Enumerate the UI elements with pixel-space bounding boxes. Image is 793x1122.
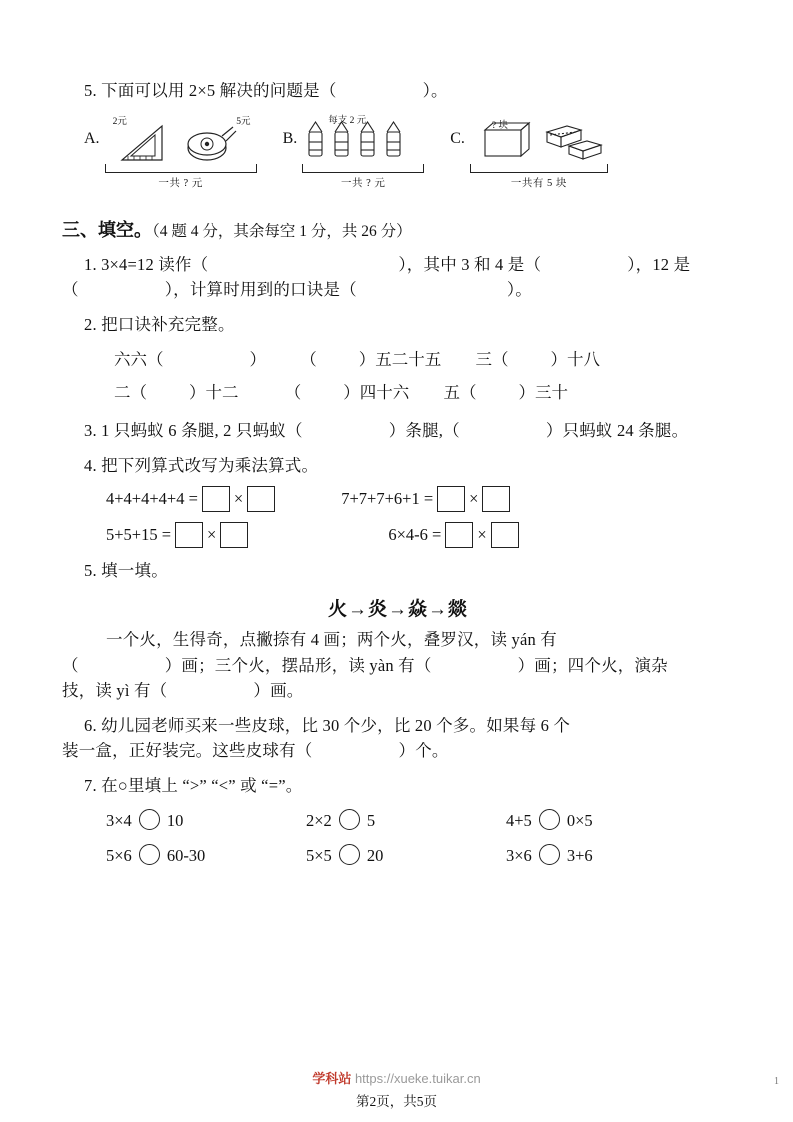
pen-icon [309, 122, 322, 156]
fire-character-chain: 火→炎→焱→燚 [327, 598, 468, 620]
answer-circle[interactable] [339, 809, 360, 830]
comparison-6-left: 3×6 [506, 845, 532, 865]
choice-c-letter: C. [450, 129, 465, 147]
equation-1 [106, 486, 279, 512]
choice-c-picture [470, 114, 608, 190]
ruler-triangle-icon [106, 116, 256, 162]
choice-c-caption: 一共有 5 块 [510, 177, 567, 189]
kou-r2-c6: ）三十 [518, 383, 568, 403]
equation-2-op: × [469, 489, 479, 509]
comparison-rows [62, 804, 734, 873]
q5b-part-e: ）画。 [253, 681, 304, 701]
choice-a-letter: A. [84, 129, 100, 147]
fill-question-1-cont [62, 277, 734, 303]
q6-part-a: 装一盒，正好装完。这些皮球有（ [62, 741, 313, 761]
kou-r2-c5: 五（ [443, 383, 477, 403]
comparison-4-left: 5×6 [106, 845, 132, 865]
pen-icon [361, 122, 374, 156]
comparison-3-right: 0×5 [566, 811, 593, 831]
fill-question-5-title: 5. 填一填。 [84, 561, 168, 581]
comparison-6-right: 3+6 [566, 845, 593, 865]
watermark-brand: 学科站 [312, 1071, 352, 1086]
comparison-5-right: 20 [366, 845, 384, 865]
question-5-text-before: 5. 下面可以用 2×5 解决的问题是（ [84, 81, 337, 100]
equation-1-left: 4+4+4+4+4 = [106, 489, 198, 509]
choice-b-caption: 一共 ? 元 [341, 177, 386, 189]
answer-box[interactable] [202, 486, 230, 512]
choice-c[interactable] [450, 114, 608, 190]
watermark [0, 1068, 793, 1087]
kou-r1-c2: ） [249, 350, 266, 370]
fill-question-5-line3 [62, 678, 734, 704]
kou-r2-c3: （ [284, 383, 302, 403]
answer-box[interactable] [220, 522, 248, 548]
answer-circle[interactable] [539, 809, 560, 830]
section-3-title: 三、填空。 [62, 219, 152, 240]
q5b-part-c: ）画；四个火，演杂 [517, 655, 668, 675]
answer-box[interactable] [247, 486, 275, 512]
kou-r1-c6: ）十八 [550, 350, 600, 370]
choice-c-label: ? 块 [491, 120, 508, 131]
comparison-row-2 [106, 839, 734, 874]
equation-4-left: 6×4-6 = [388, 525, 442, 545]
question-5-choices [62, 114, 734, 190]
q5b-part-d: 技，读 yì 有（ [62, 681, 168, 701]
fill-question-6-line1: 6. 幼儿园老师买来一些皮球，比 30 个少，比 20 个多。如果每 6 个 [84, 715, 571, 735]
comparison-3-left: 4+5 [506, 811, 532, 831]
kou-r2-c2: ）十二 [189, 383, 239, 403]
answer-circle[interactable] [139, 844, 160, 865]
section-3-note: （4 题 4 分，其余每空 1 分，共 26 分） [152, 222, 412, 240]
comparison-6 [506, 839, 706, 874]
answer-box[interactable] [437, 486, 465, 512]
corner-mark: 1 [774, 1076, 779, 1087]
equation-2-left: 7+7+7+6+1 = [341, 489, 434, 509]
equation-3-op: × [207, 525, 217, 545]
comparison-3 [506, 804, 706, 839]
equation-row-1 [106, 486, 734, 512]
comparison-1-right: 10 [166, 811, 184, 831]
pen-icon [387, 122, 400, 156]
answer-circle[interactable] [539, 844, 560, 865]
fill-question-3 [62, 418, 734, 444]
choice-a[interactable] [84, 114, 257, 190]
equation-2 [341, 486, 514, 512]
q1-part-1: 1. 3×4=12 读作（ [84, 254, 209, 274]
fill-question-2-title: 2. 把口诀补充完整。 [84, 314, 235, 334]
fill-question-6-line2 [62, 738, 734, 764]
equation-4 [388, 522, 522, 548]
choice-b-picture [302, 114, 424, 190]
answer-circle[interactable] [139, 809, 160, 830]
kou-r2-c1: 二（ [114, 383, 147, 403]
q5b-part-a: （ [62, 655, 79, 675]
comparison-2-right: 5 [366, 811, 376, 831]
comparison-2 [306, 804, 506, 839]
comparison-row-1 [106, 804, 734, 839]
q5b-part-b: ）画；三个火，摆品形，读 yàn 有（ [164, 655, 432, 675]
choice-b[interactable] [283, 114, 425, 190]
comparison-4-right: 60-30 [166, 845, 206, 865]
choice-a-caption: 一共 ? 元 [158, 177, 203, 189]
answer-box[interactable] [445, 522, 473, 548]
eraser-icon [569, 141, 601, 159]
choice-b-letter: B. [282, 129, 298, 147]
kou-r1-c1: 六六（ [114, 350, 164, 370]
kou-r1-c3: （ [300, 350, 317, 370]
choice-a-brace [105, 164, 257, 173]
choice-a-price-1: 2元 [112, 116, 127, 127]
q1-part-5: ），计算时用到的口诀是（ [164, 280, 357, 300]
fill-question-7-title: 7. 在○里填上 “>” “<” 或 “=”。 [84, 775, 303, 795]
comparison-5 [306, 839, 506, 874]
fill-question-4-rows [62, 486, 734, 548]
pen-icon [335, 122, 348, 156]
answer-box[interactable] [175, 522, 203, 548]
choice-a-price-2: 5元 [236, 116, 251, 127]
equation-3 [106, 522, 252, 548]
kou-r1-c4: ）五二十五 [358, 350, 442, 370]
q1-part-3: ），12 是 [627, 254, 691, 274]
kou-r2-c4: ）四十六 [343, 383, 410, 403]
question-5-stem [62, 78, 734, 104]
q1-part-2: ），其中 3 和 4 是（ [398, 254, 542, 274]
answer-circle[interactable] [339, 844, 360, 865]
equation-1-op: × [233, 489, 244, 509]
equation-3-left: 5+5+15 = [106, 525, 172, 545]
comparison-5-left: 5×5 [306, 845, 332, 865]
choice-b-brace [302, 164, 424, 173]
kou-row-1 [114, 343, 734, 376]
q6-part-b: ）个。 [398, 741, 449, 761]
fill-question-5-line1: 一个火，生得奇，点撇捺有 4 画；两个火，叠罗汉，读 yán 有 [106, 629, 557, 649]
fill-question-4-title: 4. 把下列算式改写为乘法算式。 [84, 455, 319, 475]
choice-a-picture [105, 114, 257, 190]
question-5-text-after: ）。 [422, 81, 448, 100]
comparison-1-left: 3×4 [106, 811, 132, 831]
section-3-heading [62, 216, 734, 242]
answer-box[interactable] [482, 486, 510, 512]
comparison-4 [106, 839, 306, 874]
choice-c-brace [470, 164, 608, 173]
fill-question-2-grid [62, 343, 734, 409]
equation-4-op: × [477, 525, 487, 545]
page-content [62, 78, 734, 874]
fill-question-5-line2 [62, 653, 734, 679]
choice-b-price: 每支 2 元 [328, 115, 367, 126]
watermark-url: https://xueke.tuikar.cn [354, 1071, 481, 1086]
q1-part-4: （ [62, 280, 79, 300]
q3-part-2: ）条腿,（ [388, 421, 460, 441]
q3-part-1: 3. 1 只蚂蚁 6 条腿, 2 只蚂蚁（ [84, 421, 303, 441]
pencil-sharpener-icon [188, 127, 236, 160]
page-footer: 第2页，共5页 [356, 1094, 437, 1109]
fill-question-1 [62, 252, 734, 278]
comparison-1 [106, 804, 306, 839]
comparison-2-left: 2×2 [306, 811, 332, 831]
kou-r1-c5: 三（ [475, 350, 509, 370]
q3-part-3: ）只蚂蚁 24 条腿。 [545, 421, 689, 441]
kou-row-2 [114, 376, 734, 409]
answer-box[interactable] [491, 522, 519, 548]
q1-part-6: ）。 [506, 280, 533, 300]
equation-row-2 [106, 522, 734, 548]
